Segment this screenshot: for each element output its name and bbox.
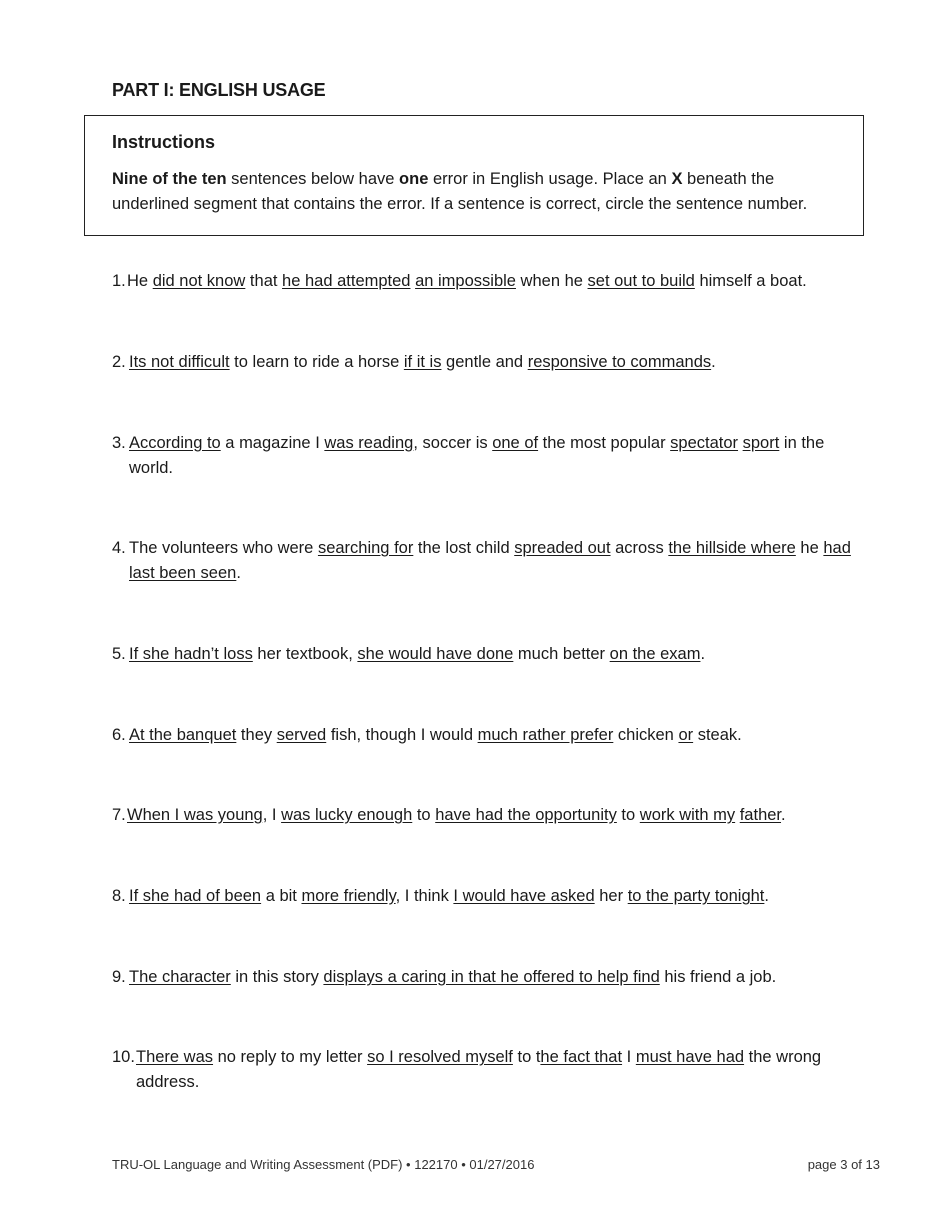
question-number[interactable]: 10. xyxy=(112,1048,135,1066)
sentence-text: to learn to ride a horse xyxy=(229,353,404,371)
sentence-text: chicken xyxy=(613,726,679,744)
sentence-text: that xyxy=(245,272,283,290)
question-number[interactable]: 6. xyxy=(112,726,126,744)
underlined-segment[interactable]: he had attempted xyxy=(282,272,411,290)
underlined-segment[interactable]: set out to build xyxy=(587,272,695,290)
underlined-segment[interactable]: to the party tonight xyxy=(627,887,765,905)
sentence-text: the wrong address. xyxy=(136,1048,822,1091)
instructions-emphasis: Nine of the ten xyxy=(112,170,227,188)
instructions-text-part: beneath the underlined segment that contains the error. If a sentence is correct, circle the sentence number. xyxy=(112,170,808,213)
question-7 xyxy=(112,803,857,828)
underlined-segment[interactable]: When I was young xyxy=(127,806,263,824)
underlined-segment[interactable]: Its not difficult xyxy=(129,353,230,371)
question-1 xyxy=(112,269,857,294)
sentence-text: , I xyxy=(262,806,282,824)
sentence-text: her xyxy=(594,887,628,905)
question-text xyxy=(112,723,857,748)
underlined-segment[interactable]: one of xyxy=(492,434,539,452)
question-text xyxy=(112,350,857,375)
question-text xyxy=(112,431,857,481)
underlined-segment[interactable]: on the exam xyxy=(609,645,701,663)
question-text xyxy=(112,536,857,586)
question-text xyxy=(112,884,857,909)
sentence-text: , I think xyxy=(395,887,454,905)
sentence-text: much better xyxy=(513,645,610,663)
sentence-text: in this story xyxy=(230,968,324,986)
underlined-segment[interactable]: The character xyxy=(129,968,231,986)
sentence-text: . xyxy=(764,887,769,905)
underlined-segment[interactable]: There was xyxy=(136,1048,214,1066)
page-number: page 3 of 13 xyxy=(807,1157,880,1172)
underlined-segment[interactable]: If she hadn’t loss xyxy=(129,645,253,663)
question-4 xyxy=(112,536,857,586)
underlined-segment[interactable]: spectator xyxy=(670,434,739,452)
question-number[interactable]: 2. xyxy=(112,353,126,371)
sentence-text: to t xyxy=(512,1048,541,1066)
question-8 xyxy=(112,884,857,909)
underlined-segment[interactable]: have had the opportunity xyxy=(435,806,617,824)
underlined-segment[interactable]: At the banquet xyxy=(129,726,237,744)
sentence-text: , soccer is xyxy=(413,434,493,452)
sentence-text: The volunteers who were xyxy=(129,539,318,557)
sentence-text: the most popular xyxy=(538,434,671,452)
sentence-text: I xyxy=(622,1048,636,1066)
underlined-segment[interactable]: was reading xyxy=(324,434,414,452)
underlined-segment[interactable]: did not know xyxy=(152,272,246,290)
underlined-segment[interactable]: searching for xyxy=(317,539,414,557)
instructions-text-part: error in English usage. Place an xyxy=(428,170,672,188)
underlined-segment[interactable]: I would have asked xyxy=(453,887,595,905)
instructions-emphasis: one xyxy=(399,170,429,188)
underlined-segment[interactable]: she would have done xyxy=(357,645,514,663)
underlined-segment[interactable]: so I resolved myself xyxy=(367,1048,513,1066)
sentence-text: they xyxy=(236,726,277,744)
underlined-segment[interactable]: he fact that xyxy=(540,1048,623,1066)
underlined-segment[interactable]: spreaded out xyxy=(514,539,611,557)
instructions-heading: Instructions xyxy=(112,132,216,152)
part-title: PART I: ENGLISH USAGE xyxy=(112,80,326,100)
sentence-text: fish, though I would xyxy=(326,726,478,744)
sentence-text: her textbook, xyxy=(252,645,358,663)
underlined-segment[interactable]: father xyxy=(739,806,782,824)
sentence-text: no reply to my letter xyxy=(213,1048,368,1066)
sentence-text: his friend a job. xyxy=(659,968,777,986)
underlined-segment[interactable]: had last been seen xyxy=(129,539,851,582)
sentence-text: . xyxy=(700,645,706,663)
instructions-emphasis: X xyxy=(671,170,683,188)
underlined-segment[interactable]: the hillside where xyxy=(668,539,796,557)
question-text xyxy=(112,642,857,667)
underlined-segment[interactable]: much rather prefer xyxy=(477,726,614,744)
underlined-segment[interactable]: served xyxy=(276,726,327,744)
sentence-text: he xyxy=(795,539,824,557)
question-text xyxy=(112,1045,857,1095)
underlined-segment[interactable]: or xyxy=(678,726,694,744)
underlined-segment[interactable]: If she had of been xyxy=(129,887,262,905)
footer-document-info: TRU-OL Language and Writing Assessment (PDF) • 122170 • 01/27/2016 xyxy=(112,1157,535,1172)
question-number[interactable]: 8. xyxy=(112,887,126,905)
sentence-text: . xyxy=(711,353,716,371)
underlined-segment[interactable]: an impossible xyxy=(415,272,516,290)
underlined-segment[interactable]: must have had xyxy=(635,1048,745,1066)
sentence-text: . xyxy=(781,806,786,824)
question-text xyxy=(112,803,857,828)
instructions-box xyxy=(84,115,864,236)
question-number[interactable]: 7. xyxy=(112,806,126,824)
sentence-text: across xyxy=(610,539,669,557)
question-number[interactable]: 4. xyxy=(112,539,126,557)
question-6 xyxy=(112,723,857,748)
question-10 xyxy=(112,1045,857,1095)
sentence-text: when he xyxy=(515,272,588,290)
underlined-segment[interactable]: was lucky enough xyxy=(281,806,413,824)
question-text xyxy=(112,269,857,294)
question-number[interactable]: 1. xyxy=(112,272,126,290)
sentence-text: . xyxy=(236,564,241,582)
sentence-text: to xyxy=(616,806,640,824)
sentence-text: a bit xyxy=(261,887,302,905)
question-number[interactable]: 9. xyxy=(112,968,126,986)
underlined-segment[interactable]: sport xyxy=(742,434,780,452)
question-number[interactable]: 5. xyxy=(112,645,126,663)
sentence-text: to xyxy=(412,806,436,824)
question-number[interactable]: 3. xyxy=(112,434,126,452)
sentence-text: himself a boat. xyxy=(694,272,807,290)
question-text xyxy=(112,965,857,990)
underlined-segment[interactable]: if it is xyxy=(403,353,442,371)
sentence-text: steak. xyxy=(693,726,742,744)
underlined-segment[interactable]: responsive to commands xyxy=(527,353,712,371)
sentence-text: He xyxy=(127,272,153,290)
question-9 xyxy=(112,965,857,990)
sentence-text: a magazine I xyxy=(220,434,325,452)
sentence-text: the lost child xyxy=(413,539,515,557)
sentence-text: gentle and xyxy=(441,353,528,371)
underlined-segment[interactable]: displays a caring in that he offered to help find xyxy=(323,968,660,986)
instructions-text xyxy=(112,167,843,217)
underlined-segment[interactable]: more friendly xyxy=(301,887,396,905)
question-3 xyxy=(112,431,857,481)
sentence-text: in the world. xyxy=(129,434,825,477)
page-footer xyxy=(112,1157,880,1172)
question-2 xyxy=(112,350,857,375)
instructions-text-part: sentences below have xyxy=(226,170,400,188)
underlined-segment[interactable]: work with my xyxy=(639,806,736,824)
question-5 xyxy=(112,642,857,667)
underlined-segment[interactable]: According to xyxy=(129,434,221,452)
